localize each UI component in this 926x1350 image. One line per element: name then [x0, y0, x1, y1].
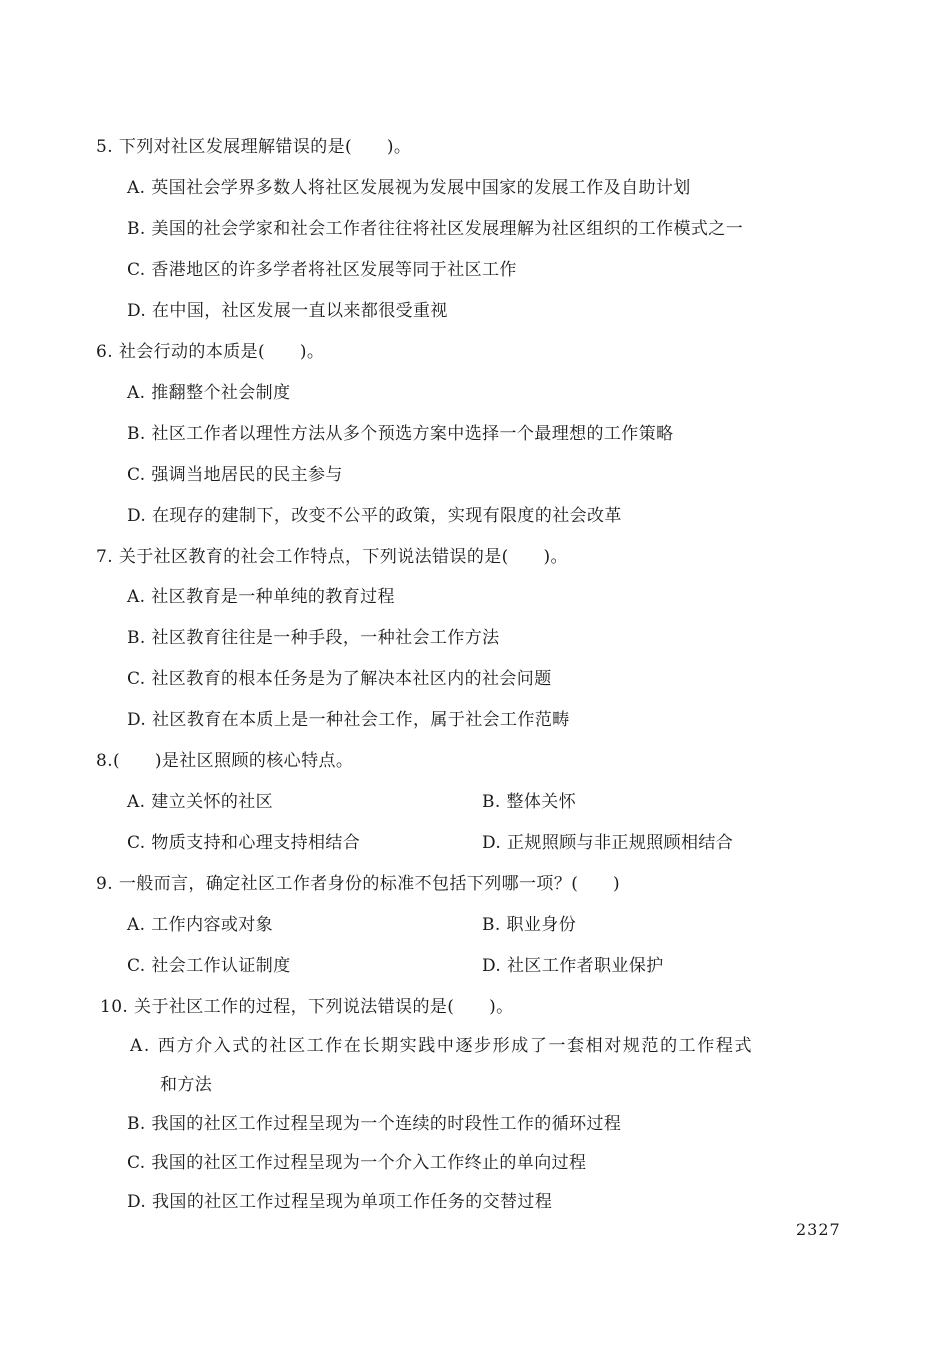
question-9-option-c: C. 社会工作认证制度	[127, 956, 291, 976]
question-6-option-d: D. 在现存的建制下，改变不公平的政策，实现有限度的社会改革	[127, 506, 622, 526]
question-5-option-a: A. 英国社会学界多数人将社区发展视为发展中国家的发展工作及自助计划	[127, 178, 691, 198]
question-10-stem: 10. 关于社区工作的过程，下列说法错误的是( )。	[100, 997, 514, 1017]
question-6-option-a: A. 推翻整个社会制度	[127, 383, 291, 403]
question-8-option-a: A. 建立关怀的社区	[127, 792, 274, 812]
question-10-option-c: C. 我国的社区工作过程呈现为一个介入工作终止的单向过程	[127, 1153, 587, 1173]
question-5-option-c: C. 香港地区的许多学者将社区发展等同于社区工作	[127, 260, 517, 280]
question-10-option-a: A. 西方介入式的社区工作在长期实践中逐步形成了一套相对规范的工作程式	[130, 1036, 754, 1056]
question-9-option-b: B. 职业身份	[482, 915, 577, 935]
question-7-option-b: B. 社区教育往往是一种手段，一种社会工作方法	[127, 628, 500, 648]
question-5-stem: 5. 下列对社区发展理解错误的是( )。	[96, 137, 412, 157]
question-5-option-b: B. 美国的社会学家和社会工作者往往将社区发展理解为社区组织的工作模式之一	[127, 219, 744, 239]
question-8-option-b: B. 整体关怀	[482, 792, 577, 812]
question-7-option-d: D. 社区教育在本质上是一种社会工作，属于社会工作范畴	[127, 710, 570, 730]
question-9-option-d: D. 社区工作者职业保护	[482, 956, 664, 976]
question-8-stem: 8.( )是社区照顾的核心特点。	[96, 751, 354, 771]
question-10-option-a-continuation: 和方法	[160, 1075, 213, 1095]
question-10-option-b: B. 我国的社区工作过程呈现为一个连续的时段性工作的循环过程	[127, 1114, 622, 1134]
question-7-option-c: C. 社区教育的根本任务是为了解决本社区内的社会问题	[127, 669, 552, 689]
question-6-option-c: C. 强调当地居民的民主参与	[127, 465, 343, 485]
question-7-stem: 7. 关于社区教育的社会工作特点，下列说法错误的是( )。	[96, 547, 568, 567]
question-10-option-d: D. 我国的社区工作过程呈现为单项工作任务的交替过程	[127, 1192, 553, 1212]
question-6-option-b: B. 社区工作者以理性方法从多个预选方案中选择一个最理想的工作策略	[127, 424, 674, 444]
question-9-option-a: A. 工作内容或对象	[127, 915, 274, 935]
question-8-option-d: D. 正规照顾与非正规照顾相结合	[482, 833, 734, 853]
question-5-option-d: D. 在中国，社区发展一直以来都很受重视	[127, 301, 448, 321]
question-9-stem: 9. 一般而言，确定社区工作者身份的标准不包括下列哪一项？( )	[96, 874, 621, 894]
page-number: 2327	[796, 1220, 841, 1239]
question-7-option-a: A. 社区教育是一种单纯的教育过程	[127, 587, 395, 607]
question-6-stem: 6. 社会行动的本质是( )。	[96, 342, 325, 362]
question-8-option-c: C. 物质支持和心理支持相结合	[127, 833, 361, 853]
